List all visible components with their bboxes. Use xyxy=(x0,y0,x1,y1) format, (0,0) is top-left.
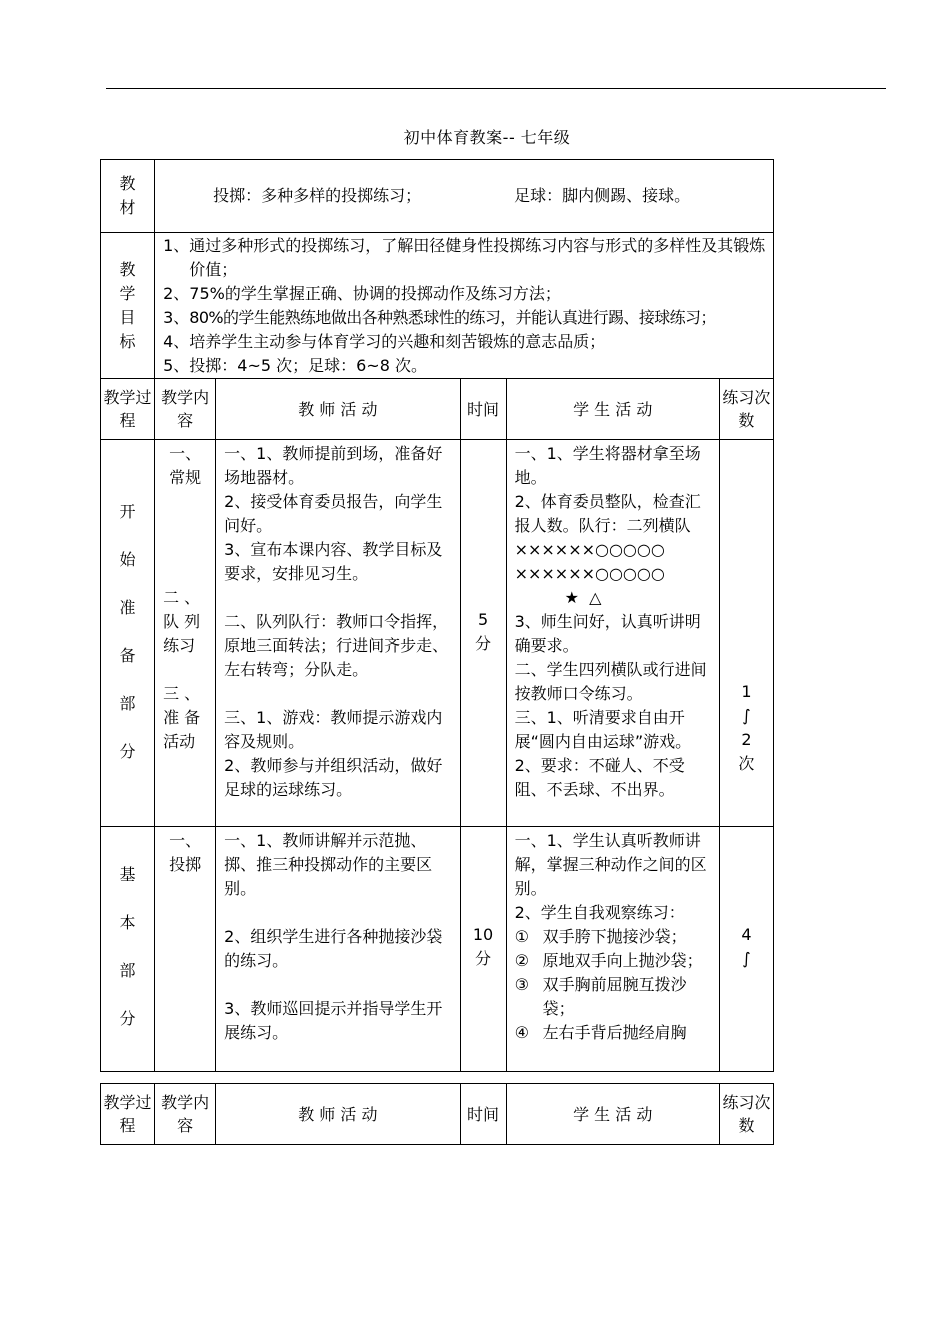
time-value: 5分 xyxy=(475,610,492,653)
practice-item xyxy=(515,1021,713,1045)
teacher-text: 2、教师参与并组织活动，做好足球的运球练习。 xyxy=(224,756,443,799)
student-text: 一、1、学生将器材拿至场地。 xyxy=(514,444,701,487)
goal-number: 4、 xyxy=(163,332,190,351)
goal-number: 2、 xyxy=(163,284,190,303)
student-text: 3、师生问好，认真听讲明确要求。 xyxy=(514,612,701,655)
base-stage-cell xyxy=(101,827,155,1072)
base-student-cell xyxy=(506,827,719,1072)
formation-row: ××××××○○○○○ xyxy=(514,564,665,583)
practice-text: 双手胸前屈腕互拨沙袋； xyxy=(542,975,687,1018)
page-title: 初中体育教案-- 七年级 xyxy=(403,128,571,147)
practice-text: 双手胯下抛接沙袋； xyxy=(542,927,687,946)
material-item-throwing: 投掷：多种多样的投掷练习； xyxy=(213,186,422,205)
start-time-cell xyxy=(460,440,506,827)
goal-item xyxy=(163,330,769,354)
content-warmup: 三 、准 备活动 xyxy=(163,684,201,751)
goal-item xyxy=(163,306,769,330)
header-practice-count: 练习次数 xyxy=(719,1084,773,1145)
top-rule xyxy=(106,88,886,89)
practice-number: ① xyxy=(514,927,529,946)
times-char: 2 xyxy=(741,730,752,749)
header-process: 教学过程 xyxy=(101,1084,155,1145)
teacher-text: 2、接受体育委员报告，向学生问好。 xyxy=(224,492,443,535)
stage-char: 部 xyxy=(119,961,136,980)
goal-number: 3、 xyxy=(163,308,190,327)
material-row xyxy=(101,160,774,233)
stage-char: 基 xyxy=(119,865,136,884)
header-practice-count: 练习次数 xyxy=(719,379,773,440)
header-student-activity: 学 生 活 动 xyxy=(506,1084,719,1145)
stage-char: 部 xyxy=(119,694,136,713)
student-text: 一、1、学生认真听教师讲解，掌握三种动作之间的区别。 xyxy=(514,831,707,898)
times-char: 4 xyxy=(741,925,752,944)
continued-header-table xyxy=(100,1083,774,1145)
column-header-row xyxy=(101,379,774,440)
student-text: 三、1、听清要求自由开展“圆内自由运球”游戏。 xyxy=(514,708,692,751)
goal-text: 投掷：4~5 次；足球：6~8 次。 xyxy=(189,356,427,375)
base-times-cell xyxy=(719,827,773,1072)
teacher-text: 2、组织学生进行各种抛接沙袋的练习。 xyxy=(224,927,443,970)
practice-text: 左右手背后抛经肩胸 xyxy=(542,1023,687,1042)
teacher-text: 3、教师巡回提示并指导学生开展练习。 xyxy=(224,999,443,1042)
times-char: 次 xyxy=(738,754,755,773)
goal-item xyxy=(163,234,769,282)
header-time: 时间 xyxy=(460,1084,506,1145)
goals-label-char: 教 xyxy=(119,259,136,279)
stage-char: 分 xyxy=(119,1009,136,1028)
goals-label-char: 学 xyxy=(119,283,136,303)
base-time-cell xyxy=(460,827,506,1072)
formation-markers: ★ △ xyxy=(564,588,602,607)
stage-char: 开 xyxy=(119,502,136,521)
material-label-cell xyxy=(101,160,155,233)
student-text: 2、要求：不碰人、不受阻、不丢球、不出界。 xyxy=(514,756,685,799)
goals-label-char: 目 xyxy=(119,307,136,327)
start-student-cell xyxy=(506,440,719,827)
goal-text: 80%的学生能熟练地做出各种熟悉球性的练习，并能认真进行踢、接球练习； xyxy=(189,308,716,327)
goal-item xyxy=(163,354,769,378)
teacher-text: 3、宣布本课内容、教学目标及要求，安排见习生。 xyxy=(224,540,443,583)
column-header-row xyxy=(101,1084,774,1145)
header-content: 教学内容 xyxy=(155,379,216,440)
goal-text: 通过多种形式的投掷练习，了解田径健身性投掷练习内容与形式的多样性及其锻炼价值； xyxy=(189,236,766,279)
goal-number: 5、 xyxy=(163,356,190,375)
goals-row xyxy=(101,233,774,379)
content-formation: 二 、队 列练习 xyxy=(163,588,201,655)
start-stage-cell xyxy=(101,440,155,827)
start-times-cell xyxy=(719,440,773,827)
goals-label-cell xyxy=(101,233,155,379)
formation-row: ××××××○○○○○ xyxy=(514,540,665,559)
times-char: ∫ xyxy=(742,706,751,725)
stage-char: 本 xyxy=(119,913,136,932)
start-teacher-cell xyxy=(216,440,460,827)
teacher-text: 三、1、游戏：教师提示游戏内容及规则。 xyxy=(224,708,443,751)
start-section-row xyxy=(101,440,774,827)
content-throwing: 一、投掷 xyxy=(169,831,202,874)
time-value: 10分 xyxy=(472,925,494,968)
base-teacher-cell xyxy=(216,827,460,1072)
times-char: ∫ xyxy=(742,949,751,968)
base-content-cell xyxy=(155,827,216,1072)
teacher-text: 一、1、教师讲解并示范抛、掷、推三种投掷动作的主要区别。 xyxy=(224,831,433,898)
times-char: 1 xyxy=(741,682,752,701)
practice-number: ② xyxy=(514,951,529,970)
stage-char: 备 xyxy=(119,646,136,665)
student-text: 2、学生自我观察练习： xyxy=(514,903,685,922)
material-content-cell xyxy=(155,160,774,233)
goal-number: 1、 xyxy=(163,236,190,255)
stage-char: 始 xyxy=(119,550,136,569)
student-text: 二、学生四列横队或行进间按教师口令练习。 xyxy=(514,660,707,703)
practice-text: 原地双手向上抛沙袋； xyxy=(542,951,703,970)
material-item-football: 足球：脚内侧踢、接球。 xyxy=(514,186,691,205)
header-content: 教学内容 xyxy=(155,1084,216,1145)
goals-content-cell xyxy=(155,233,774,379)
header-time: 时间 xyxy=(460,379,506,440)
goals-label-char: 标 xyxy=(119,331,136,351)
teacher-text: 一、1、教师提前到场，准备好场地器材。 xyxy=(224,444,443,487)
practice-number: ③ xyxy=(514,975,529,994)
header-teacher-activity: 教 师 活 动 xyxy=(216,1084,460,1145)
header-teacher-activity: 教 师 活 动 xyxy=(216,379,460,440)
content-routine: 一、常规 xyxy=(169,444,202,487)
practice-item xyxy=(515,973,713,1021)
practice-number: ④ xyxy=(514,1023,529,1042)
header-student-activity: 学 生 活 动 xyxy=(506,379,719,440)
practice-item xyxy=(515,925,713,949)
teacher-text: 二、队列队行：教师口令指挥，原地三面转法；行进间齐步走、左右转弯；分队走。 xyxy=(224,612,449,679)
goal-text: 培养学生主动参与体育学习的兴趣和刻苦锻炼的意志品质； xyxy=(189,332,606,351)
base-section-row xyxy=(101,827,774,1072)
goal-item xyxy=(163,282,769,306)
lesson-plan-table xyxy=(100,159,774,1072)
start-content-cell xyxy=(155,440,216,827)
header-process: 教学过程 xyxy=(101,379,155,440)
practice-item xyxy=(515,949,713,973)
student-text: 2、体育委员整队，检查汇报人数。队行：二列横队 xyxy=(514,492,701,535)
material-label-char: 材 xyxy=(119,198,136,217)
material-label-char: 教 xyxy=(119,174,136,193)
stage-char: 准 xyxy=(119,598,136,617)
goal-text: 75%的学生掌握正确、协调的投掷动作及练习方法； xyxy=(189,284,561,303)
stage-char: 分 xyxy=(119,742,136,761)
